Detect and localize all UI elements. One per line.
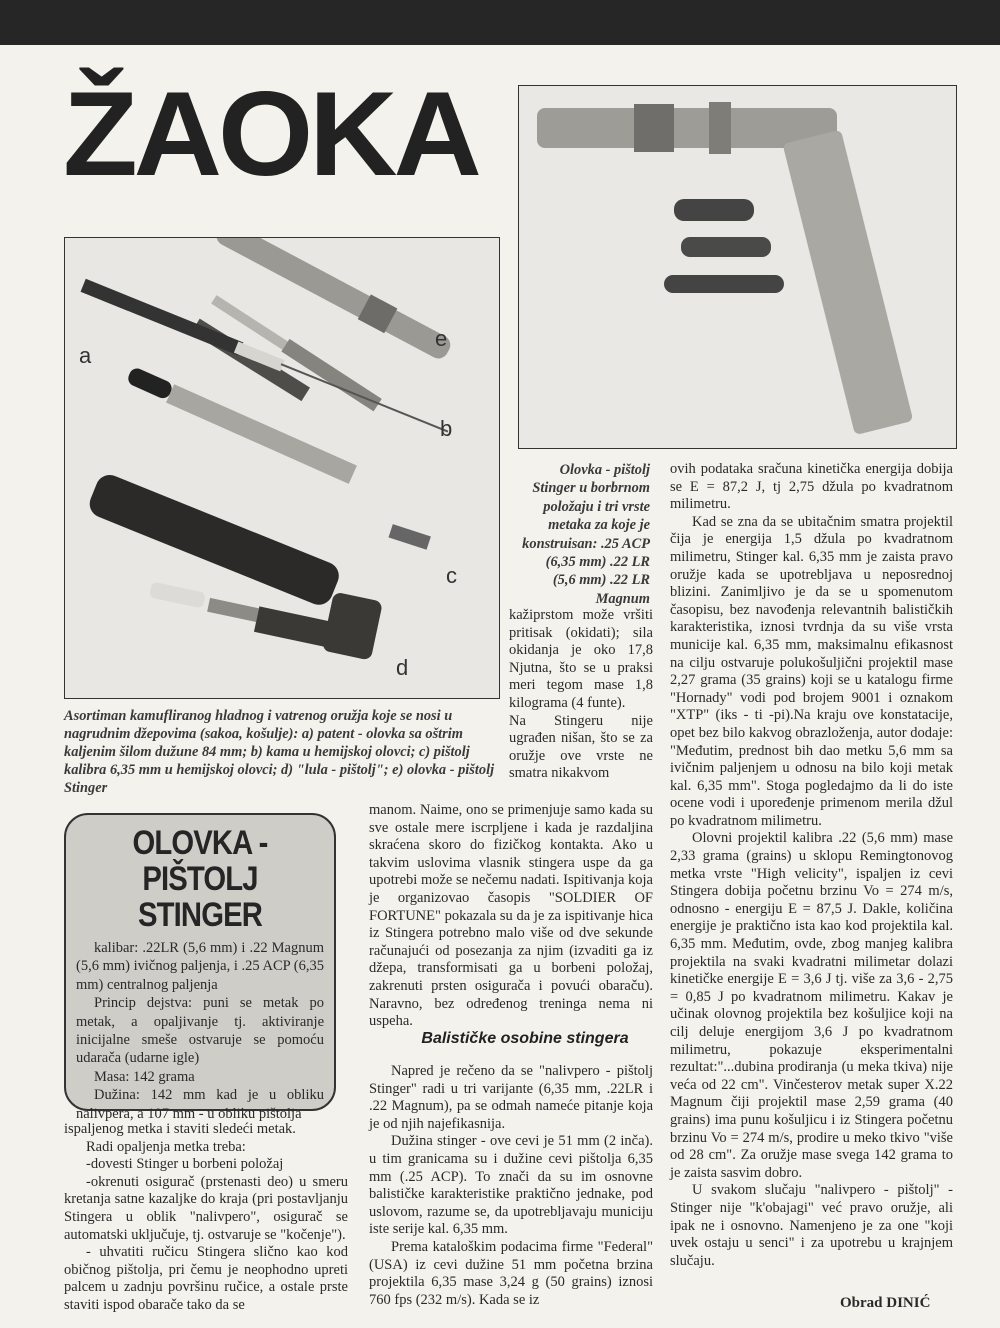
paragraph: U svakom slučaju "nalivpero - pištolj" - Stinger nije "k'obajagi" već pravo oružje, ali ipak ne i osnovno. Namenjeno je za one "koji uvek ostaju u senci" i za upotrebu u krajnjem slučaju.	[670, 1182, 953, 1269]
spec-box-title-line1: OLOVKA - PIŠTOLJ	[132, 824, 268, 898]
paragraph: ovih podataka sračuna kinetička energija dobija se E = 87,2 J, tj 2,75 džula po kvadratnom milimetru.	[670, 461, 953, 513]
caption-line: Olovka - pištolj	[559, 462, 650, 478]
caption-line: Magnum	[595, 590, 650, 607]
caption-line: položaju i tri vrste	[543, 498, 650, 515]
caption-line: metaka za koje je	[548, 517, 650, 534]
weapons-illustration	[65, 238, 499, 698]
caption-line: Stinger u borbrnom	[532, 480, 650, 497]
middle-column	[369, 802, 653, 1031]
spec-box-body	[76, 939, 324, 1123]
spec-box-title-line2: STINGER	[138, 896, 262, 934]
photo2-caption	[505, 461, 650, 608]
paragraph: - uhvatiti ručicu Stingera slično kao kod običnog pištolja, pri čemu je neophodno upreti palcem u zadnju površinu ručice, a ostale prste staviti ispod obarače tako da se	[64, 1244, 348, 1313]
spec-length: Dužina: 142 mm kad je u obliku nalivpera, a 107 mm - u obliku pištolja	[76, 1087, 324, 1122]
photo1-caption: Asortiman kamufliranog hladnog i vatrenog oružja koje se nosi u nagrudnim džepovima (sakoa, košulje): a) patent - olovka sa oštrim kaljenim šilom dužune 84 mm; b) kama u hemijskoj olovci; c) pištolj kalibra 6,35 mm u hemijskoj olovci; d) "lula - pištolj"; e) olovka - pištolj Stinger	[64, 708, 495, 796]
photo-label-b: b	[440, 416, 453, 441]
stinger-spec-box	[64, 813, 336, 1122]
photo-label-d: d	[396, 655, 409, 680]
paragraph: Na Stingeru nije ugrađen nišan, što se za oružje ove vrste ne smatra nikakvom	[509, 712, 653, 782]
caption-line: (5,6 mm) .22 LR	[552, 572, 650, 589]
paragraph: manom. Naime, ono se primenjuje samo kada su sve ostale mere iscrpljene i kada je razdaljina skraćena skoro do fizičkog kontakta. Ako u takvim uslovima vlasnik stingera uspe da ga upotrebi može se nečemu nadati. Ispitivanja koja je organizovao časopis "SOLDIER OF FORTUNE" pokazala su da je za ispitivanje hica iz Stingera potrebno malo više od dve sekunde računajući od posezanja za njim (izvaditi ga iz džepa, transformisati ga u borbeni položaj, zakrenuti prsten osigurača i povući obaraču). Naravno, bez određenog treninga nema ni uspeha.	[369, 802, 653, 1030]
weapons-assortment-photo	[64, 237, 500, 699]
paragraph: Radi opaljenja metka treba:	[86, 1138, 246, 1155]
spec-caliber: kalibar: .22LR (5,6 mm) i .22 Magnum (5,6 mm) ivičnog paljenja, i .25 ACP (6,35 mm) centralnog paljenja	[76, 940, 324, 993]
paragraph: Prema kataloškim podacima firme "Federal" (USA) iz cevi dužine 51 mm početna brzina projektila 6,35 mase 3,24 g (50 grains) iznosi 760 fps (232 m/s). Kada se iz	[369, 1238, 653, 1308]
caption-line: konstruisan: .25 ACP	[522, 535, 650, 552]
article-title: ŽAOKA	[63, 67, 478, 201]
right-column	[670, 461, 953, 1270]
paragraph: kažiprstom može vršiti pritisak (okidati); sila okidanja je oko 17,8 Njutna, što se u praksi meri tegom mase 1,8 kilograma (4 funte).	[509, 607, 653, 711]
photo-label-e: e	[435, 326, 448, 351]
paragraph: ispaljenog metka i staviti sledeći metak.	[64, 1121, 296, 1137]
paragraph: Dužina stinger - ove cevi je 51 mm (2 inča). u tim granicama su i dužine cevi pištolja 6,35 mm (.25 ACP). To znači da su im osnovne balističke karakteristike praktično jednake, pod uslovom, razume se, da upotrebljavaju municiju iste serije kal. 6,35 mm.	[369, 1133, 653, 1238]
photo-label-c: c	[446, 563, 457, 588]
left-column	[64, 1121, 348, 1315]
spec-mass: Masa: 142 grama	[94, 1068, 195, 1085]
middle-column-ballistics	[369, 1063, 653, 1309]
stinger-illustration	[519, 86, 956, 448]
photo-label-a: a	[79, 343, 92, 368]
paragraph: Olovni projektil kalibra .22 (5,6 mm) mase 2,33 grama (grains) u sklopu Remingtonovog metka vrste "High velicity", ispaljen iz cevi Stingera dobija početnu brzinu Vo = 274 m/s, odnosno - energiju E = 87,5 J. Dakle, količina energije je praktično ista kao kod projektila kal. 6,35 mm. Međutim, ovde, zbog manjeg kalibra projektila na svaki kvadratni milimetar dolazi kinetičke energije E = 3,6 J tj. više za 3,6 - 2,75 = 0,85 J po kvadratnom milimetru. Kakav je učinak olovnog projektila bez košuljice koji na cilj deluje energijom 3,6 J po kvadratnom milimetru, pokazuje eksperimentalni rezultat:"...dubina prodiranja (u meka tkiva) nije veća od 22 cm". Vinčesterov metak super X.22 Magnum čiji projektil mase 2,59 grama (40 grains) ima punu košuljicu i iz Stingera početnu brzinu Vo = 274 m/s, prodire u meko tkivo "više od 28 cm". Za oružje mase svega 142 grama to je zaista sasvim dobro.	[670, 830, 953, 1181]
stinger-firing-position-photo	[518, 85, 957, 449]
middle-narrow-column	[509, 607, 653, 783]
paragraph: Kad se zna da se ubitačnim smatra projektil čija je energija 1,5 džula po kvadratnom milimetru, Stinger kal. 6,35 mm je zaista pravo oružje kada se upotrebljava u neposrednoj blizini. Zanimljivo je da se u spomenutom časopisu, bez navođenja relevantnih balističkih karakteristika, iznosi tvrdnja da su više vrsta municije kal. 6,35 mm, maksimalnu efikasnost na cilju ostvaruje polukošuljični projektil mase 2,27 grama (35 grains) koji se u katalogu firme "Hornady" vodi pod brojem 9001 i oznakom "XTP" (iks - ti -pi).Na kraju ove konstatacije, opet bez bilo kakvog obrazloženja, autor dodaje: "Međutim, prednost bih dao metku 5,6 mm sa ivičnim paljenjem u odnosu na bilo koji metak kal. 6,35 mm". Stoga pogledajmo da li do iste ocene vodi i upoređenje primenom merila džul po kvadratnom milimetru.	[670, 513, 953, 829]
spec-principle: Princip dejstva: puni se metak po metak, a opaljivanje tj. aktiviranje inicijalne smeše ostvaruje se pomoću udarača (udarne igle)	[76, 995, 324, 1067]
spec-box-title	[93, 825, 306, 933]
author-signature: Obrad DINIĆ	[840, 1295, 931, 1311]
top-black-bar	[0, 0, 1000, 45]
caption-line: (6,35 mm) .22 LR	[545, 554, 650, 571]
paragraph: -dovesti Stinger u borbeni položaj	[86, 1156, 284, 1173]
section-subheading: Balističke osobine stingera	[421, 1030, 629, 1047]
paragraph: Napred je rečeno da se "nalivpero - pištolj Stinger" radi u tri varijante (6,35 mm, .22LR i .22 Magnum), pa se odmah nameće pitanje koja je od njih najefikasnija.	[369, 1063, 653, 1132]
paragraph: -okrenuti osigurač (prstenasti deo) u smeru kretanja satne kazaljke do kraja (pri postavljanju Stingera u oblik "nalivpero", osigurač se automatski uključuje, tj. ostvaruje se "kočenje").	[64, 1173, 348, 1243]
